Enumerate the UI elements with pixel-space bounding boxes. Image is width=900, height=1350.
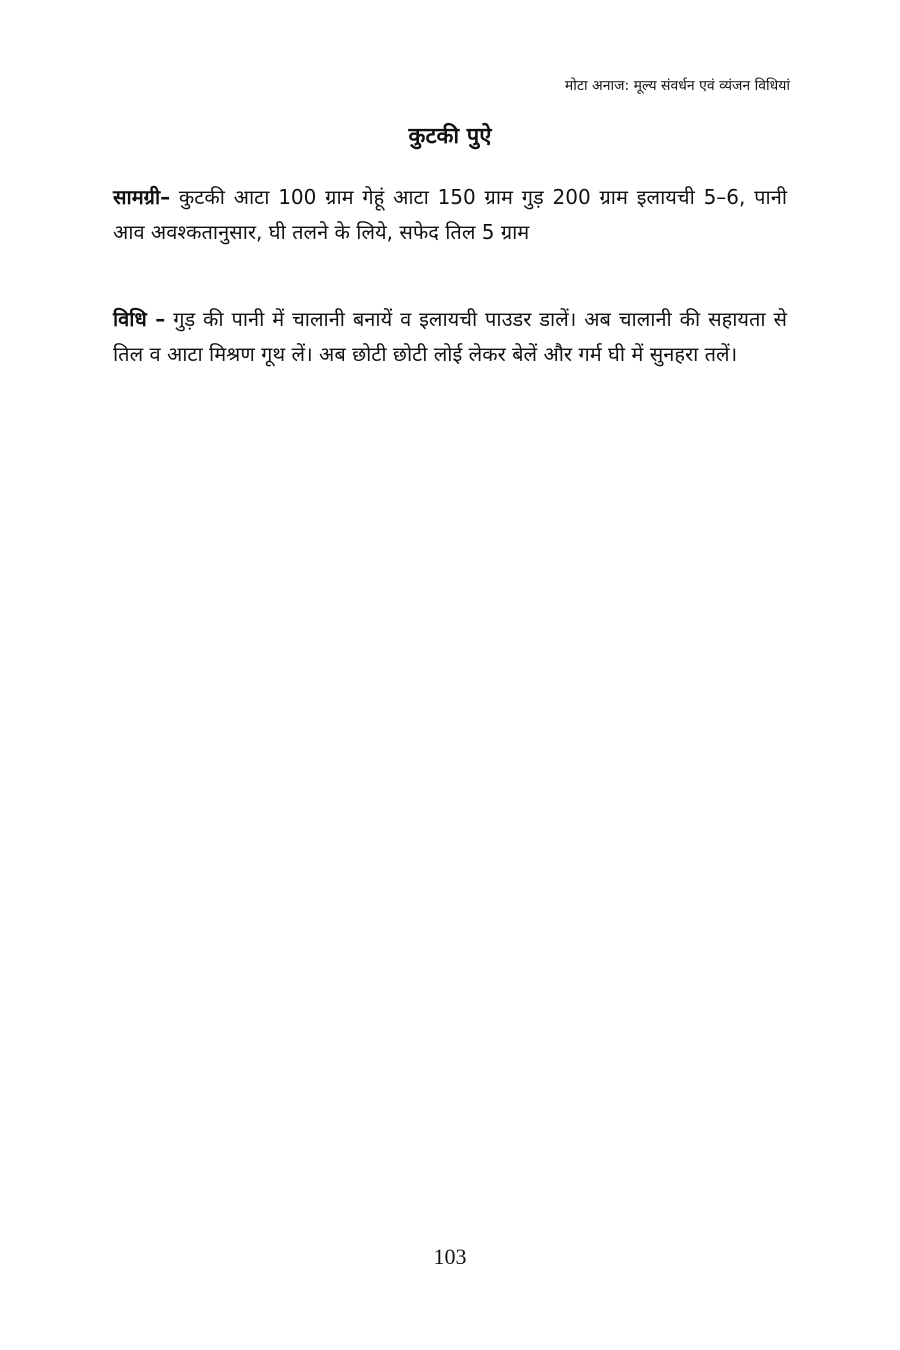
ingredients-paragraph (113, 180, 787, 250)
ingredients-text: कुटकी आटा 100 ग्राम गेहूं आटा 150 ग्राम गुड़ 200 ग्राम इलायची 5–6, पानी आव अवश्कतानुसार, घी तलने के लिये, सफेद तिल 5 ग्राम (113, 185, 787, 244)
recipe-title: कुटकी पुऐ (408, 124, 492, 149)
method-paragraph (113, 302, 787, 372)
method-text: गुड़ की पानी में चालानी बनायें व इलायची पाउडर डालें। अब चालानी की सहायता से तिल व आटा मिश्रण गूथ लें। अब छोटी छोटी लोई लेकर बेलें और गर्म घी में सुनहरा तलें। (113, 307, 788, 366)
page-number: 103 (433, 1244, 467, 1269)
running-header: मोटा अनाज: मूल्य संवर्धन एवं व्यंजन विधियां (564, 78, 790, 94)
ingredients-label: सामग्री– (113, 185, 171, 209)
method-label: विधि – (113, 307, 166, 331)
